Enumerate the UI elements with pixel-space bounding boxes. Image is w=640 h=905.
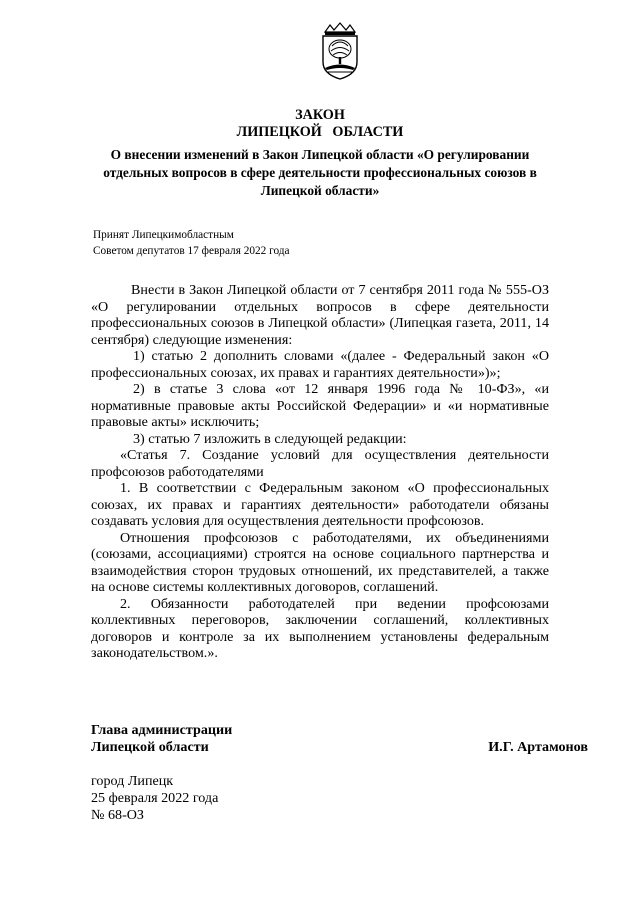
signing-date: 25 февраля 2022 года — [91, 790, 219, 806]
adoption-note-line2: Советом депутатов 17 февраля 2022 года — [93, 245, 290, 257]
intro-paragraph: Внести в Закон Липецкой области от 7 сентября 2011 года № 555-ОЗ «О регулировании отдельных вопросов в сфере деятельности профессиональных союзов в Липецкой области» (Липецкая газета, 2011, 14 сентября) следующие изменения: — [91, 282, 549, 348]
law-title: ЗАКОН — [295, 107, 345, 123]
amendment-item-1: 1) статью 2 дополнить словами «(далее - Федеральный закон «О профессиональных союзах, их правах и гарантиях деятельности»)»; — [91, 348, 549, 381]
article-7-paragraph-1: 1. В соответствии с Федеральным законом «О профессиональных союзах, их правах и гарантиях деятельности» работодатели обязаны создавать условия для осуществления деятельности профсоюзов. — [91, 480, 549, 529]
adoption-note — [93, 227, 290, 259]
law-region-title: ЛИПЕЦКОЙ ОБЛАСТИ — [236, 124, 404, 140]
article-7-paragraph-3: 2. Обязанности работодателей при ведении профсоюзами коллективных переговоров, заключении соглашений, коллективных договоров и контроле за их выполнением установлены федеральным законодательством.». — [91, 595, 549, 661]
lipetsk-coat-of-arms-icon — [316, 22, 364, 80]
document-footer — [91, 773, 218, 824]
signatory-name: И.Г. Артамонов — [488, 739, 588, 755]
city: город Липецк — [91, 773, 174, 789]
amendment-item-3: 3) статью 7 изложить в следующей редакции: — [133, 430, 407, 447]
article-7-title: «Статья 7. Создание условий для осуществления деятельности профсоюзов работодателями — [91, 447, 549, 480]
law-body — [91, 282, 549, 662]
signatory-position-line2: Липецкой области — [91, 739, 209, 755]
law-subtitle: О внесении изменений в Закон Липецкой области «О регулировании отдельных вопросов в сфере деятельности профессиональных союзов в Липецкой области» — [103, 147, 537, 198]
signatory-position — [91, 722, 232, 756]
adoption-note-line1: Принят Липецкимобластным — [93, 229, 234, 241]
article-7-paragraph-2: Отношения профсоюзов с работодателями, их объединениями (союзами, ассоциациями) строятся на основе социального партнерства и взаимодействия сторон трудовых отношений, их представителей, а также на основе системы коллективных договоров, соглашений. — [91, 529, 549, 595]
law-number: № 68-ОЗ — [91, 807, 144, 823]
amendment-item-2: 2) в статье 3 слова «от 12 января 1996 года № 10-ФЗ», «и нормативные правовые акты Российской Федерации» и «и нормативные правовые акты» исключить; — [91, 381, 549, 430]
signatory-position-line1: Глава администрации — [91, 722, 233, 738]
